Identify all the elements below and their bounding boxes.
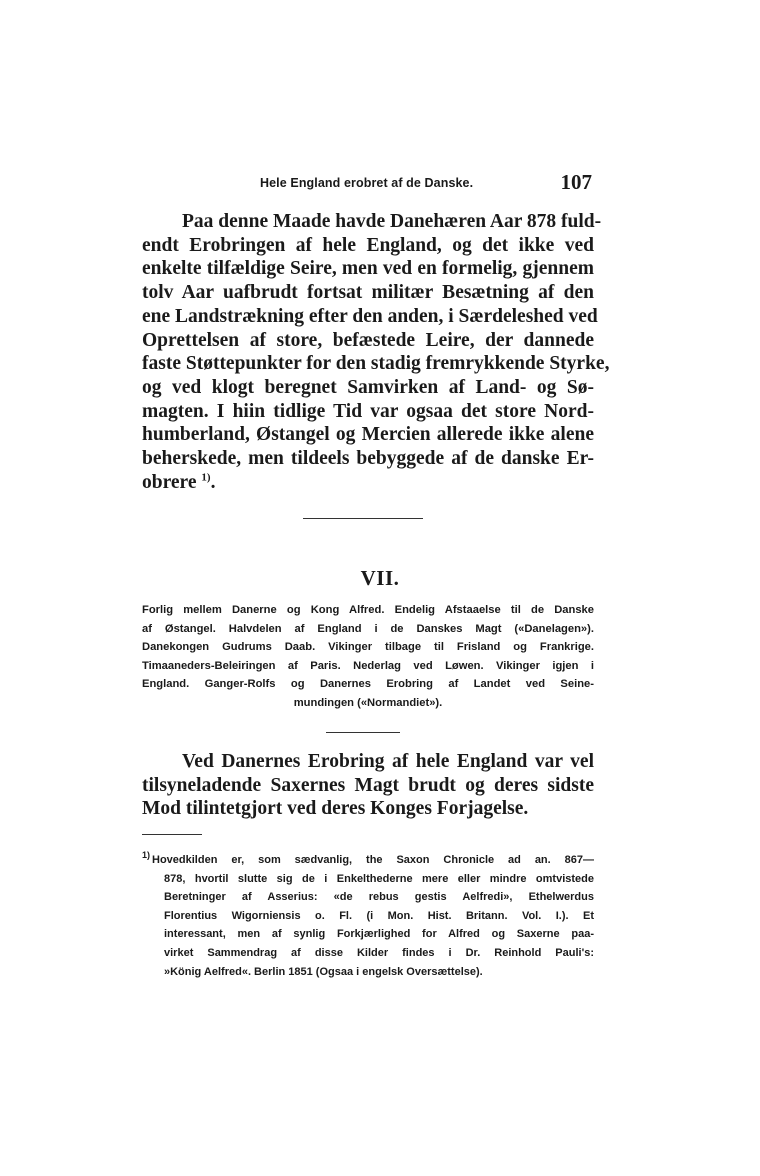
summary-line: Timaaneders-Beleiringen af Paris. Nederlag ved Løwen. Vikinger igjen i	[142, 659, 594, 672]
text-line: enkelte tilfældige Seire, men ved en formelig, gjennem	[142, 258, 594, 280]
chapter-number: VII.	[360, 566, 400, 590]
page-header	[142, 170, 594, 194]
end-punctuation: .	[210, 471, 216, 493]
footnote-line: Beretninger af Asserius: «de rebus gestis Aelfredi», Ethelwerdus	[164, 891, 594, 904]
summary-line: Forlig mellem Danerne og Kong Alfred. Endelig Afstaaelse til de Danske	[142, 604, 594, 616]
text-line: Ved Danernes Erobring af hele England var vel	[182, 751, 594, 772]
text-line: beherskede, men tildeels bebyggede af de danske Er-	[142, 448, 594, 470]
text-line: og ved klogt beregnet Samvirken af Land- og Sø-	[142, 376, 594, 398]
text-fragment: Hovedkilden er, som sædvanlig, the Saxon Chronicle ad an. 867—	[152, 854, 594, 866]
footnote-line: Florentius Wigorniensis o. Fl. (i Mon. Hist. Britann. Vol. I.). Et	[164, 909, 594, 922]
text-line: ene Landstrækning efter den anden, i Særdeleshed ved	[142, 305, 598, 327]
section-divider	[303, 518, 423, 519]
text-line: tilsyneladende Saxernes Magt brudt og deres sidste	[142, 774, 594, 796]
footnote	[142, 851, 594, 981]
summary-line: af Østangel. Halvdelen af England i de Danskes Magt («Danelagen»).	[142, 622, 594, 635]
footnote-line: virket Sammendrag af disse Kilder findes i Dr. Reinhold Pauli's:	[164, 946, 594, 959]
summary-divider	[326, 732, 400, 733]
footnote-line: 878, hvortil slutte sig de i Enkelthederne mere eller mindre omtvistede	[164, 872, 594, 885]
footnote-separator	[142, 834, 202, 835]
text-line: humberland, Østangel og Mercien allerede ikke alene	[142, 424, 594, 446]
footnote-line	[142, 851, 594, 870]
paragraph-2	[142, 750, 594, 821]
text-fragment: obrere	[142, 471, 197, 493]
summary-line: mundingen («Normandiet»).	[293, 696, 443, 709]
running-title: Hele England erobret af de Danske.	[260, 176, 474, 190]
text-line: tolv Aar uafbrudt fortsat militær Besætning af den	[142, 282, 594, 304]
paragraph-1	[142, 210, 610, 494]
footnote-line: interessant, men af synlig Forkjærlighed for Alfred og Saxerne paa-	[164, 928, 594, 941]
text-line: faste Støttepunkter for den stadig fremrykkende Styrke,	[142, 353, 610, 375]
footnote-mark: 1)	[142, 850, 151, 861]
chapter-summary	[142, 601, 594, 713]
text-line: Paa denne Maade havde Danehæren Aar 878 fuld-	[182, 211, 602, 232]
footnote-line: »König Aelfred«. Berlin 1851 (Ogsaa i engelsk Oversættelse).	[164, 965, 483, 978]
footnote-reference[interactable]: 1)	[201, 471, 211, 484]
text-line: magten. I hiin tidlige Tid var ogsaa det store Nord-	[142, 400, 594, 422]
summary-line: Danekongen Gudrums Daab. Vikinger tilbage til Frisland og Frankrige.	[142, 641, 594, 654]
page-number: 107	[560, 170, 592, 194]
text-line: Mod tilintetgjort ved deres Konges Forjagelse.	[142, 798, 529, 820]
text-line: Oprettelsen af store, befæstede Leire, der dannede	[142, 329, 594, 351]
text-line-last	[142, 471, 594, 495]
text-line: endt Erobringen af hele England, og det ikke ved	[142, 234, 594, 256]
summary-line: England. Ganger-Rolfs og Danernes Erobring af Landet ved Seine-	[142, 678, 594, 691]
